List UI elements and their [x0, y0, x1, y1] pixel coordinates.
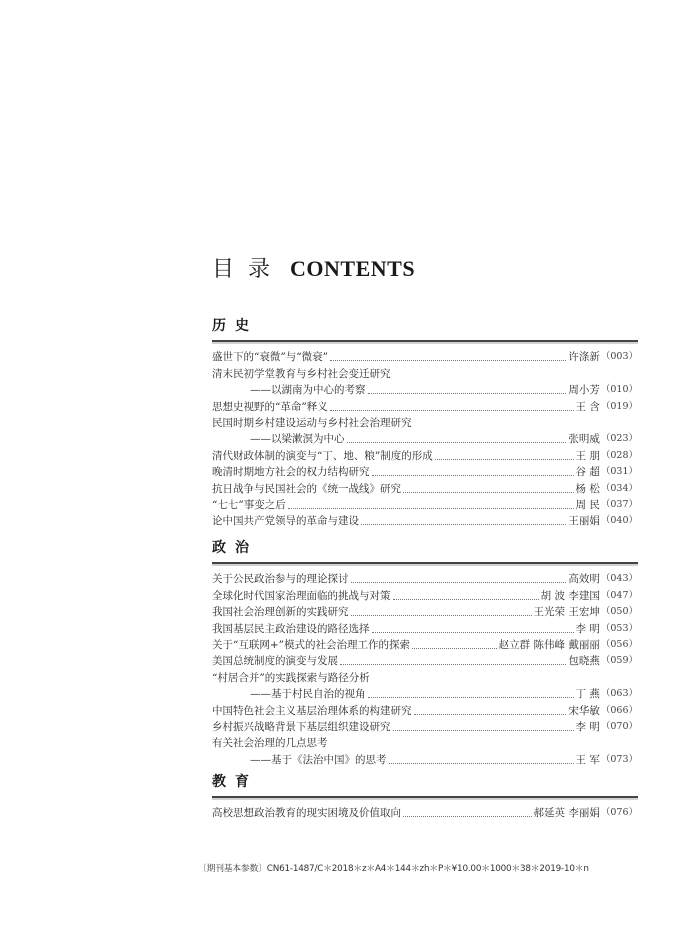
- leader-dots: [435, 458, 574, 460]
- leader-dots: [403, 815, 532, 817]
- toc-entry-author: 李 明: [575, 720, 600, 733]
- toc-entry-title: ——基于《法治中国》的思考: [250, 753, 387, 766]
- leader-dots: [372, 631, 574, 633]
- toc-entry[interactable]: [212, 701, 638, 717]
- section-education: [212, 772, 638, 820]
- toc-entry-title: “村居合并”的实践探索与路径分析: [212, 671, 370, 684]
- toc-entry[interactable]: [212, 397, 638, 413]
- toc-entry-title: ——以梁漱溟为中心: [250, 433, 345, 446]
- toc-entry-page: （019）: [600, 400, 638, 412]
- toc-entry-page: （003）: [600, 351, 638, 363]
- toc-entry[interactable]: [212, 479, 638, 495]
- toc-entry-author: 王 朋: [575, 449, 600, 462]
- toc-entry[interactable]: [212, 603, 638, 619]
- toc-entry-title: 关于公民政治参与的理论探讨: [212, 573, 349, 586]
- toc-entry-author: 谷 超: [575, 466, 600, 479]
- toc-entry[interactable]: [212, 446, 638, 462]
- leader-dots: [372, 474, 574, 476]
- toc-entry[interactable]: [212, 430, 638, 446]
- toc-entry-title: ——以湖南为中心的考察: [250, 384, 366, 397]
- section-divider: [212, 340, 638, 342]
- toc-entry[interactable]: [212, 636, 638, 652]
- toc-entry[interactable]: [212, 414, 638, 430]
- leader-dots: [361, 523, 566, 525]
- toc-entry-author: 周小芳: [568, 384, 600, 397]
- toc-entry-page: （034）: [600, 482, 638, 494]
- toc-entry[interactable]: [212, 734, 638, 750]
- toc-entry-page: （043）: [600, 573, 638, 585]
- toc-entry-title: 清末民初学堂教育与乡村社会变迁研究: [212, 367, 391, 380]
- toc-entry-title: 思想史视野的“革命”释义: [212, 400, 328, 413]
- toc-entry-page: （063）: [600, 688, 638, 700]
- toc-entry-title: 民国时期乡村建设运动与乡村社会治理研究: [212, 416, 412, 429]
- section-history: [212, 316, 638, 528]
- toc-entry-author: 郝延英 李丽娟: [533, 807, 600, 820]
- leader-dots: [347, 441, 567, 443]
- page-title-en: CONTENTS: [290, 256, 416, 281]
- toc-entry-author: 王 含: [575, 400, 600, 413]
- toc-entry-author: 王光荣 王宏坤: [533, 606, 600, 619]
- toc-entry-title: 盛世下的“衰微”与“微衰”: [212, 351, 328, 364]
- toc-entries: [212, 348, 638, 528]
- toc-entry-author: 宋华敏: [568, 704, 600, 717]
- toc-entry[interactable]: [212, 804, 638, 820]
- toc-entry-title: 论中国共产党领导的革命与建设: [212, 515, 359, 528]
- toc-entry-page: （076）: [600, 807, 638, 819]
- toc-entry-title: 晚清时期地方社会的权力结构研究: [212, 466, 370, 479]
- toc-entry[interactable]: [212, 381, 638, 397]
- toc-entry-author: 包晓燕: [568, 655, 600, 668]
- toc-entry[interactable]: [212, 364, 638, 380]
- toc-entry-author: 周 民: [575, 498, 600, 511]
- toc-entry[interactable]: [212, 652, 638, 668]
- toc-entry-author: 丁 燕: [575, 688, 600, 701]
- toc-entry-page: （073）: [600, 753, 638, 765]
- toc-entry-title: 我国基层民主政治建设的路径选择: [212, 622, 370, 635]
- leader-dots: [368, 392, 567, 394]
- section-heading: 教育: [212, 774, 258, 790]
- leader-dots: [351, 614, 532, 616]
- toc-entry-title: 有关社会治理的几点思考: [212, 737, 328, 750]
- toc-entry-title: 中国特色社会主义基层治理体系的构建研究: [212, 704, 412, 717]
- toc-entry-author: 赵立群 陈伟峰 戴丽丽: [498, 638, 600, 651]
- leader-dots: [351, 581, 567, 583]
- toc-entry-author: 张明威: [568, 433, 600, 446]
- section-divider: [212, 562, 638, 564]
- leader-dots: [330, 409, 574, 411]
- toc-entry-author: 许涤新: [568, 351, 600, 364]
- toc-entry-page: （031）: [600, 466, 638, 478]
- leader-dots: [393, 598, 539, 600]
- toc-entry-page: （059）: [600, 655, 638, 667]
- toc-entry[interactable]: [212, 619, 638, 635]
- toc-entry-title: 高校思想政治教育的现实困境及价值取向: [212, 807, 401, 820]
- toc-entry-page: （037）: [600, 498, 638, 510]
- toc-entries: [212, 804, 638, 820]
- toc-entry-title: 抗日战争与民国社会的《统一战线》研究: [212, 482, 401, 495]
- section-heading: 政治: [212, 540, 258, 556]
- toc-entry[interactable]: [212, 570, 638, 586]
- toc-entry-title: ——基于村民自治的视角: [250, 688, 366, 701]
- toc-entry[interactable]: [212, 685, 638, 701]
- toc-entry-title: 乡村振兴战略背景下基层组织建设研究: [212, 720, 391, 733]
- leader-dots: [403, 491, 574, 493]
- leader-dots: [340, 663, 566, 665]
- toc-entry[interactable]: [212, 668, 638, 684]
- toc-entry-title: 全球化时代国家治理面临的挑战与对策: [212, 589, 391, 602]
- toc-entry[interactable]: [212, 718, 638, 734]
- toc-entry-author: 杨 松: [575, 482, 600, 495]
- toc-entry-title: 清代财政体制的演变与“丁、地、粮”制度的形成: [212, 449, 433, 462]
- toc-entry-title: 我国社会治理创新的实践研究: [212, 606, 349, 619]
- journal-parameters: 〔期刊基本参数〕CN61-1487/C＊2018＊z＊A4＊144＊zh＊P＊¥10.00＊1000＊38＊2019-10＊n: [198, 864, 589, 874]
- toc-entry-page: （056）: [600, 638, 638, 650]
- toc-entry-page: （070）: [600, 720, 638, 732]
- section-heading: 历史: [212, 318, 258, 334]
- toc-entry-author: 王丽娟: [568, 515, 600, 528]
- toc-entry-page: （028）: [600, 449, 638, 461]
- leader-dots: [414, 713, 567, 715]
- toc-entry[interactable]: [212, 463, 638, 479]
- leader-dots: [412, 647, 497, 649]
- toc-entry[interactable]: [212, 512, 638, 528]
- leader-dots: [389, 762, 574, 764]
- toc-entry[interactable]: [212, 750, 638, 766]
- toc-entry-page: （023）: [600, 433, 638, 445]
- toc-entry-page: （010）: [600, 384, 638, 396]
- toc-entry-page: （050）: [600, 606, 638, 618]
- toc-entry-page: （047）: [600, 589, 638, 601]
- leader-dots: [330, 359, 566, 361]
- toc-entry-title: 关于“互联网+”模式的社会治理工作的探索: [212, 638, 411, 651]
- leader-dots: [288, 507, 574, 509]
- toc-entry-author: 李 明: [575, 622, 600, 635]
- page-title-cn: 目录: [212, 256, 285, 281]
- section-divider: [212, 796, 638, 798]
- toc-entry-page: （040）: [600, 515, 638, 527]
- toc-entry-title: “七七”事变之后: [212, 498, 286, 511]
- toc-entry[interactable]: [212, 586, 638, 602]
- toc-entry[interactable]: [212, 348, 638, 364]
- toc-entries: [212, 570, 638, 767]
- toc-entry-author: 王 军: [575, 753, 600, 766]
- toc-entry-page: （066）: [600, 704, 638, 716]
- toc-entry-page: （053）: [600, 622, 638, 634]
- leader-dots: [393, 729, 574, 731]
- toc-entry-author: 高效明: [568, 573, 600, 586]
- leader-dots: [368, 696, 574, 698]
- toc-entry-title: 美国总统制度的演变与发展: [212, 655, 338, 668]
- toc-entry-author: 胡 波 李建国: [540, 589, 600, 602]
- toc-entry[interactable]: [212, 496, 638, 512]
- section-politics: [212, 538, 638, 767]
- page-title: [212, 252, 415, 283]
